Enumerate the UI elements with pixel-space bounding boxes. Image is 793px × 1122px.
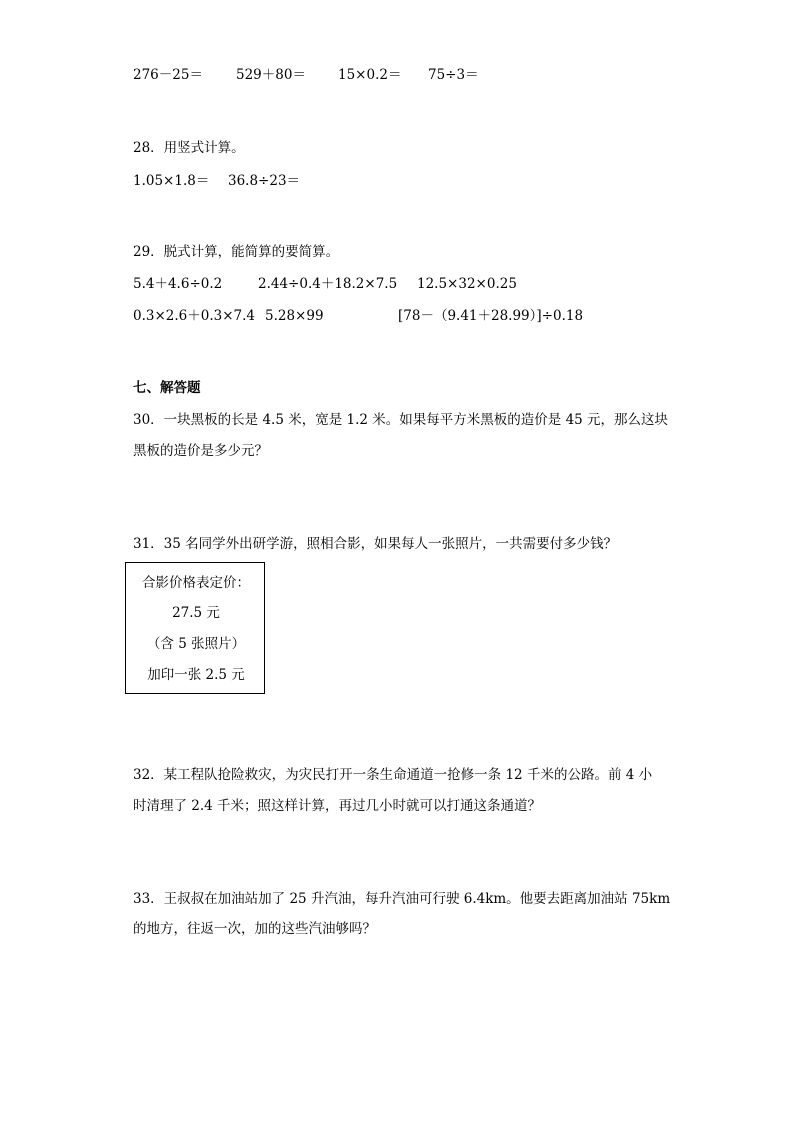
question-33-line-2: 的地方，往返一次，加的这些汽油够吗？ <box>133 921 376 937</box>
stepwise-calc-3: 12.5×32×0.25 <box>417 276 517 292</box>
question-33-line-1: 33．王叔叔在加油站加了 25 升汽油，每升汽油可行驶 6.4km。他要去距离加油站 75km <box>133 891 671 907</box>
price-table-extra-print: 加印一张 2.5 元 <box>147 667 245 683</box>
price-table-title: 合影价格表定价： <box>142 575 250 591</box>
question-32-line-1: 32．某工程队抢险救灾，为灾民打开一条生命通道一抢修一条 12 千米的公路。前 4 小 <box>133 767 653 783</box>
oral-calc-3: 15×0.2＝ <box>338 67 402 83</box>
price-table-base-price: 27.5 元 <box>172 605 220 621</box>
stepwise-calc-1: 5.4＋4.6÷0.2 <box>133 276 223 292</box>
oral-calc-4: 75÷3＝ <box>428 67 479 83</box>
vertical-calc-2: 36.8÷23＝ <box>228 173 301 189</box>
stepwise-calc-6: [78－（9.41＋28.99）]÷0.18 <box>398 308 584 324</box>
oral-calc-1: 276－25＝ <box>133 67 203 83</box>
vertical-calc-1: 1.05×1.8＝ <box>133 173 210 189</box>
question-31-line-1: 31．35 名同学外出研学游，照相合影，如果每人一张照片，一共需要付多少钱？ <box>133 536 618 552</box>
oral-calc-2: 529＋80＝ <box>236 67 306 83</box>
question-30-line-2: 黑板的造价是多少元？ <box>133 443 268 459</box>
question-32-line-2: 时清理了 2.4 千米；照这样计算，再过几小时就可以打通这条通道？ <box>133 798 542 814</box>
section-heading: 七、解答题 <box>133 380 201 396</box>
price-table-included-photos: （含 5 张照片） <box>146 636 246 652</box>
stepwise-calc-2: 2.44÷0.4＋18.2×7.5 <box>258 276 398 292</box>
question-30-line-1: 30．一块黑板的长是 4.5 米，宽是 1.2 米。如果每平方米黑板的造价是 45 元，那么这块 <box>133 412 669 428</box>
stepwise-calc-4: 0.3×2.6＋0.3×7.4 <box>133 308 256 324</box>
photo-price-table <box>125 562 265 694</box>
question-29-title: 29．脱式计算，能简算的要简算。 <box>133 244 340 260</box>
question-28-title: 28．用竖式计算。 <box>133 140 245 156</box>
stepwise-calc-5: 5.28×99 <box>265 308 324 324</box>
